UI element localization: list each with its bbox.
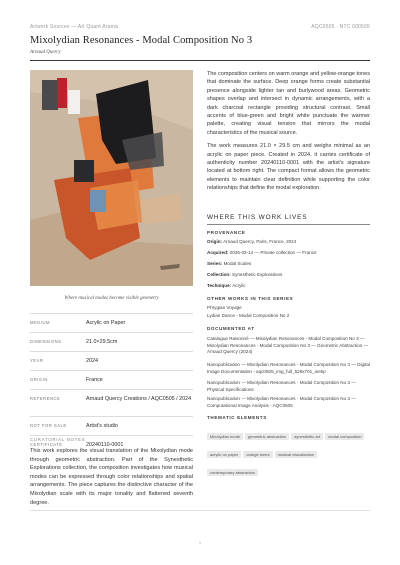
artist-name: Arnaud Quercy xyxy=(30,50,61,55)
metadata-key: ORIGIN xyxy=(30,377,48,382)
provenance-text: Acrylic xyxy=(232,283,246,288)
thematic-heading: THEMATIC ELEMENTS xyxy=(207,415,267,420)
small-charcoal-rect xyxy=(42,80,58,110)
provenance-acquired xyxy=(207,250,370,257)
metadata-value: Artist's studio xyxy=(86,423,118,429)
provenance-text: Arnaud Quercy, Paris, France, 2024 xyxy=(223,239,297,244)
provenance-label: Acquired: xyxy=(207,250,229,255)
metadata-key: YEAR xyxy=(30,358,44,363)
metadata-value: 20240110-0001 xyxy=(86,442,124,448)
top-bar xyxy=(30,24,370,34)
tag[interactable]: synesthetic art xyxy=(291,433,323,440)
title-divider xyxy=(30,60,370,61)
metadata-value: Arnaud Quercy Creations / AQC0505 / 2024 xyxy=(86,396,192,402)
metadata-row-not-for-sale xyxy=(30,416,193,435)
provenance-text: 2026-02-14 — Private collection — France xyxy=(229,250,317,255)
metadata-row-medium xyxy=(30,313,193,332)
where-lives-divider xyxy=(207,224,370,225)
red-strip xyxy=(57,78,67,108)
tag[interactable]: musical visualization xyxy=(275,451,317,458)
tag[interactable]: geometric abstraction xyxy=(245,433,289,440)
documented-entry[interactable]: Nanopublication — Mixolydian Resonances - Modal Composition No 3 — Digital Image Documentation - aqc0505_img_full_526x701_webp xyxy=(207,362,370,374)
metadata-value: Acrylic on Paper xyxy=(86,320,126,326)
metadata-row-origin xyxy=(30,370,193,389)
blue-accent xyxy=(90,190,106,212)
description-paragraph: The composition centers on warm orange and yellow-orange tones that dominate the surface. Deep orange forms create substantial presence alongside lighter tan and burlywood areas. Geometric shapes overlap and intersect in dynamic arrangements, with a dark charcoal rectangle providing structural contrast. Small accents of blue-green and bright white punctuate the warmer palette, creating visual tension that mirrors the modal characteristics of the musical source. xyxy=(207,71,370,136)
provenance-label: Origin: xyxy=(207,239,223,244)
tag[interactable]: contemporary abstraction xyxy=(207,469,258,476)
metadata-key: CERTIFICATE xyxy=(30,442,63,447)
metadata-value: France xyxy=(86,377,103,383)
artwork-description xyxy=(207,70,370,193)
dark-square xyxy=(74,160,94,182)
documented-heading: DOCUMENTED AT xyxy=(207,326,255,331)
metadata-table xyxy=(30,313,193,454)
artwork-painting xyxy=(30,70,193,286)
provenance-technique xyxy=(207,283,370,290)
other-work-link[interactable]: Lydian Dance - Modal Composition No 2 xyxy=(207,313,290,318)
metadata-key: NOT FOR SALE xyxy=(30,423,67,428)
provenance-text: Synesthetic Explorations xyxy=(232,272,283,277)
metadata-value: 21.0×29.5cm xyxy=(86,339,118,345)
tag[interactable]: acrylic on paper xyxy=(207,451,241,458)
curatorial-heading: CURATORIAL NOTES xyxy=(30,437,86,442)
tag[interactable]: modal composition xyxy=(325,433,364,440)
metadata-row-dimensions xyxy=(30,332,193,351)
provenance-heading: PROVENANCE xyxy=(207,230,246,235)
metadata-row-year xyxy=(30,351,193,370)
curatorial-text: This work explores the visual translation of the Mixolydian mode through geometric abstraction. Part of the Synesthetic Explorations collection, the composition investigates how musical modes can be expressed through color relationships and spatial arrangements. The piece captures the distinctive character of the Mixolydian scale with its major tonality and flattened seventh degree. xyxy=(30,448,193,506)
artwork-title: Mixolydian Resonances - Modal Composition No 3 xyxy=(30,35,253,46)
white-rect xyxy=(68,90,80,114)
provenance-label: Collection: xyxy=(207,272,231,277)
documented-entry[interactable]: Catalogue Raisonné — Mixolydian Resonances - Modal Composition No 3 — Mixolydian Resonances - Modal Composition No 3 — Geometric Abstraction — Arnaud Quercy (2024) xyxy=(207,336,369,355)
metadata-key: DIMENSIONS xyxy=(30,339,62,344)
provenance-label: Technique: xyxy=(207,283,232,288)
other-work-link[interactable]: Phrygian Voyage xyxy=(207,305,242,310)
tag[interactable]: orange tones xyxy=(243,451,272,458)
description-paragraph: The work measures 21.0 × 29.5 cm and weighs minimal as an acrylic on paper piece. Created in 2024, it carries certificate of authenticity number 20240110-0001 with the artist's signature located at bottom right. The compact format allows the geometric elements to maintain clear definition while supporting the color relationships that define the modal exploration. xyxy=(207,143,370,192)
artwork-caption: Where musical modes become visible geometry xyxy=(64,296,159,301)
tag[interactable]: Mixolydian mode xyxy=(207,433,243,440)
documented-entry[interactable]: Nanopublication — Mixolydian Resonances - Modal Composition No 3 — Computational Image Analysis - AQC0505 xyxy=(207,396,356,408)
provenance-origin xyxy=(207,239,370,246)
source-label: Artwork Sources — Art Quant Arama xyxy=(30,24,119,30)
provenance-label: Series: xyxy=(207,261,223,266)
provenance-collection xyxy=(207,272,370,279)
thematic-tags xyxy=(207,425,370,479)
provenance-series xyxy=(207,261,370,268)
metadata-key: REFERENCE xyxy=(30,396,61,401)
metadata-key: MEDIUM xyxy=(30,320,50,325)
other-works-heading: OTHER WORKS IN THIS SERIES xyxy=(207,296,294,301)
metadata-value: 2024 xyxy=(86,358,98,364)
where-lives-heading: WHERE THIS WORK LIVES xyxy=(207,214,308,221)
artwork-image xyxy=(30,70,193,286)
metadata-row-reference xyxy=(30,389,193,416)
documented-entry[interactable]: Nanopublication — Mixolydian Resonances - Modal Composition No 3 — Physical Specifications xyxy=(207,380,356,392)
reference-label: AQC0505 · NTC 000505 xyxy=(311,24,370,30)
provenance-text: Modal Scales xyxy=(223,261,252,266)
footer-divider xyxy=(30,510,370,511)
page-number: 1 xyxy=(198,540,202,545)
